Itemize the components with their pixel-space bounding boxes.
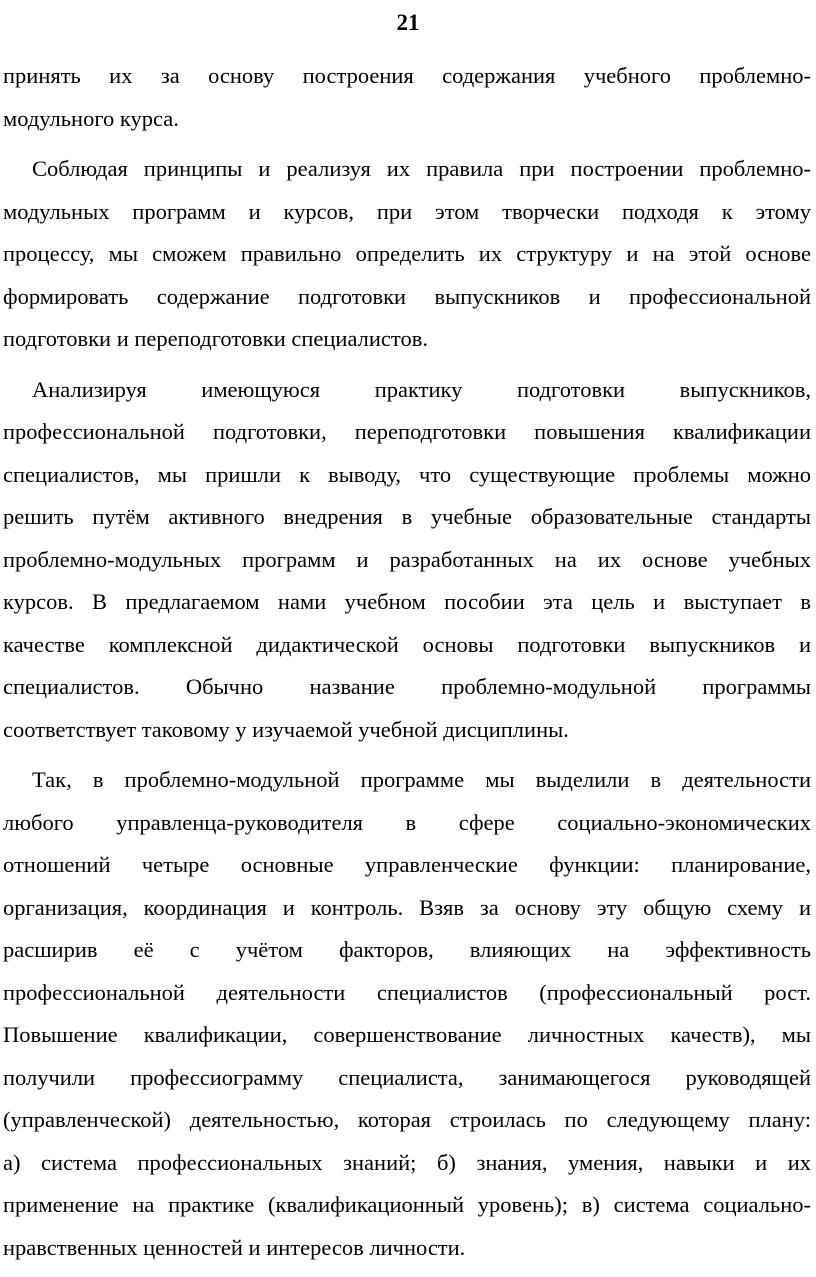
text-line: Так, в проблемно-модульной программе мы выделили в деятельности	[32, 767, 811, 792]
text-line: расширив её с учётом факторов, влияющих на эффективность	[3, 937, 811, 962]
text-line: модульных программ и курсов, при этом творчески подходя к этому	[3, 198, 811, 224]
text-line: любого управленца-руководителя в сфере социально-экономических	[3, 809, 811, 835]
text-line: курсов. В предлагаемом нами учебном пособии эта цель и выступает в	[3, 589, 811, 614]
document-body	[3, 55, 811, 1277]
text-line: (управленческой) деятельностью, которая строилась по следующему плану:	[3, 1107, 811, 1132]
text-line: получили профессиограмму специалиста, занимающегося руководящей	[3, 1064, 811, 1090]
text-line: специалистов. Обычно название проблемно-модульной программы	[3, 674, 811, 699]
text-line: решить путём активного внедрения в учебные образовательные стандарты	[3, 504, 811, 529]
text-line: отношений четыре основные управленческие функции: планирование,	[3, 852, 811, 877]
text-line: организация, координация и контроль. Взяв за основу эту общую схему и	[3, 894, 811, 920]
text-line: соответствует таковому у изучаемой учебной дисциплины.	[3, 716, 569, 742]
text-line: применение на практике (квалификационный уровень); в) система социально-	[3, 1192, 811, 1217]
text-line: профессиональной деятельности специалистов (профессиональный рост.	[3, 979, 811, 1005]
text-line: принять их за основу построения содержания учебного проблемно-	[3, 63, 811, 88]
text-line: формировать содержание подготовки выпускников и профессиональной	[3, 283, 811, 309]
text-line: а) система профессиональных знаний; б) знания, умения, навыки и их	[3, 1149, 811, 1175]
text-line: Повышение квалификации, совершенствование личностных качеств), мы	[3, 1022, 811, 1047]
paragraph	[3, 369, 811, 752]
text-line: качестве комплексной дидактической основы подготовки выпускников и	[3, 631, 811, 657]
text-line: специалистов, мы пришли к выводу, что существующие проблемы можно	[3, 461, 811, 487]
text-line: Анализируя имеющуюся практику подготовки выпускников,	[32, 376, 811, 402]
paragraph	[3, 148, 811, 361]
paragraph	[3, 55, 811, 140]
text-line: модульного курса.	[3, 105, 179, 131]
page-number: 21	[396, 10, 420, 35]
text-line: подготовки и переподготовки специалистов.	[3, 326, 428, 351]
text-line: проблемно-модульных программ и разработанных на их основе учебных	[3, 546, 811, 572]
paragraph	[3, 759, 811, 1269]
text-line: Соблюдая принципы и реализуя их правила при построении проблемно-	[32, 156, 811, 181]
text-line: нравственных ценностей и интересов личности.	[3, 1234, 466, 1260]
text-line: процессу, мы сможем правильно определить их структуру и на этой основе	[3, 241, 811, 266]
text-line: профессиональной подготовки, переподготовки повышения квалификации	[3, 419, 811, 444]
